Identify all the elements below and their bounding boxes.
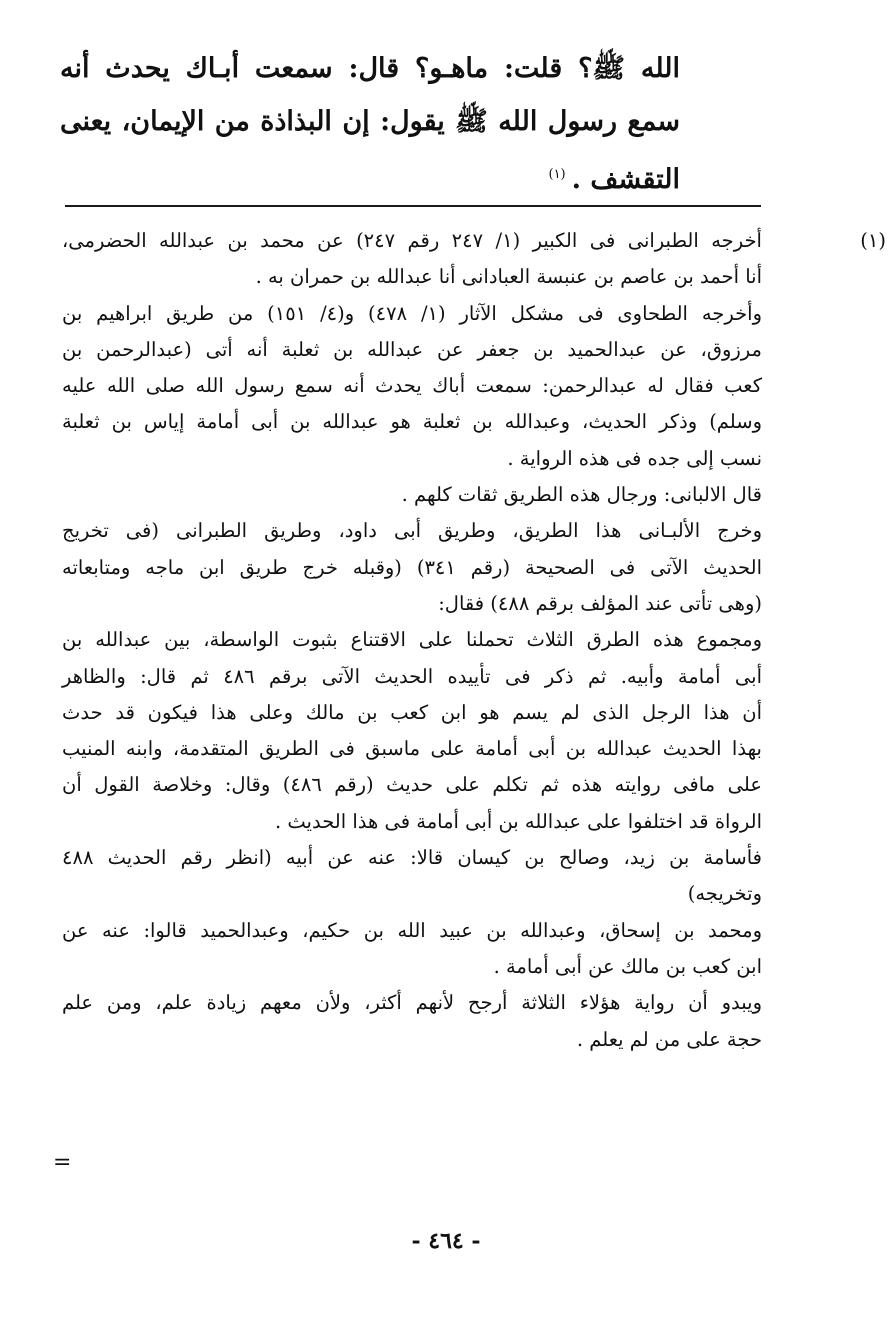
footnote-line: مرزوق، عن عبدالحميد بن جعفر عن عبدالله بن ثعلبة أنه أتى (عبدالرحمن بن	[62, 337, 762, 361]
footnote-line: ويبدو أن رواية هؤلاء الثلاثة أرجح لأنهم أكثر، ولأن معهم زيادة علم، ومن علم	[62, 991, 762, 1015]
footnote-line: ابن كعب بن مالك عن أبى أمامة .	[493, 954, 762, 978]
continuation-mark: =	[53, 1150, 72, 1175]
footnote-line: وتخريجه)	[687, 882, 762, 906]
main-text	[60, 42, 680, 206]
footnote-line: نسب إلى جده فى هذه الرواية .	[507, 446, 762, 470]
footnote-line: أبى أمامة وأبيه. ثم ذكر فى تأييده الحديث الآتى برقم ٤٨٦ ثم قال: والظاهر	[62, 664, 762, 688]
footnote-line: وأخرجه الطحاوى فى مشكل الآثار (١/ ٤٧٨) و(٤/ ١٥١) من طريق ابراهيم بن	[62, 301, 762, 325]
footnote-line: حجة على من لم يعلم .	[576, 1027, 762, 1051]
footnote-line: فأسامة بن زيد، وصالح بن كيسان قالا: عنه عن أبيه (انظر رقم الحديث ٤٨٨	[62, 846, 762, 870]
main-text-line: سمع رسول الله ﷺ يقول: إن البذاذة من الإيمان، يعنى	[60, 106, 680, 137]
page-number: - ٤٦٤ -	[411, 1228, 481, 1254]
footnote-number: (١)	[860, 229, 886, 252]
footnote-line: وخرج الألبـانى هذا الطريق، وطريق أبى داود، وطريق الطبرانى (فى تخريج	[62, 519, 762, 543]
footnote-line: أنا أحمد بن عاصم بن عنبسة العبادانى أنا عبدالله بن حمران به .	[255, 265, 762, 289]
footnote-line: ومجموع هذه الطرق الثلاث تحملنا على الاقتناع بثبوت الواسطة، بين عبدالله بن	[62, 628, 762, 652]
footnote-line: كعب فقال له عبدالرحمن: سمعت أباك يحدث أنه سمع رسول الله صلى الله عليه	[62, 374, 762, 398]
footnote-reference: (١)	[548, 167, 566, 182]
footnote-line: الرواة قد اختلفوا على عبدالله بن أبى أمامة فى هذا الحديث .	[275, 809, 762, 833]
footnote-line: على مافى روايته هذه ثم تكلم على حديث (رقم ٤٨٦) وقال: وخلاصة القول أن	[62, 773, 762, 797]
footnote-line: (وهى تأتى عند المؤلف برقم ٤٨٨) فقال:	[438, 591, 762, 615]
footnote-body	[62, 223, 762, 1058]
footnote-separator	[65, 205, 761, 207]
footnote-line: أن هذا الرجل الذى لم يسم هو ابن كعب بن مالك وعلى هذا فيكون قد حدث	[62, 700, 762, 724]
footnote-line: بهذا الحديث عبدالله بن أبى أمامة على ماسبق فى الطريق المتقدمة، وابنه المنيب	[62, 737, 762, 761]
main-text-line: التقشف .	[571, 164, 680, 195]
footnote-line: ومحمد بن إسحاق، وعبدالله بن عبيد الله بن حكيم، وعبدالحميد قالوا: عنه عن	[62, 918, 762, 942]
footnote-line: الحديث الآتى فى الصحيحة (رقم ٣٤١) (وقبله خرج طريق ابن ماجه ومتابعاته	[62, 555, 762, 579]
footnote-line: وسلم) وذكر الحديث، وعبدالله بن ثعلبة هو عبدالله بن أبى أمامة إياس بن ثعلبة	[62, 410, 762, 434]
footnote-line: أخرجه الطبرانى فى الكبير (١/ ٢٤٧ رقم ٢٤٧) عن محمد بن عبدالله الحضرمى،	[62, 229, 762, 252]
main-text-line-last	[60, 148, 680, 206]
footnote-line: قال الالبانى: ورجال هذه الطريق ثقات كلهم .	[401, 483, 762, 507]
main-text-line: الله ﷺ؟ قلت: ماهـو؟ قال: سمعت أبـاك يحدث أنه	[60, 53, 680, 84]
